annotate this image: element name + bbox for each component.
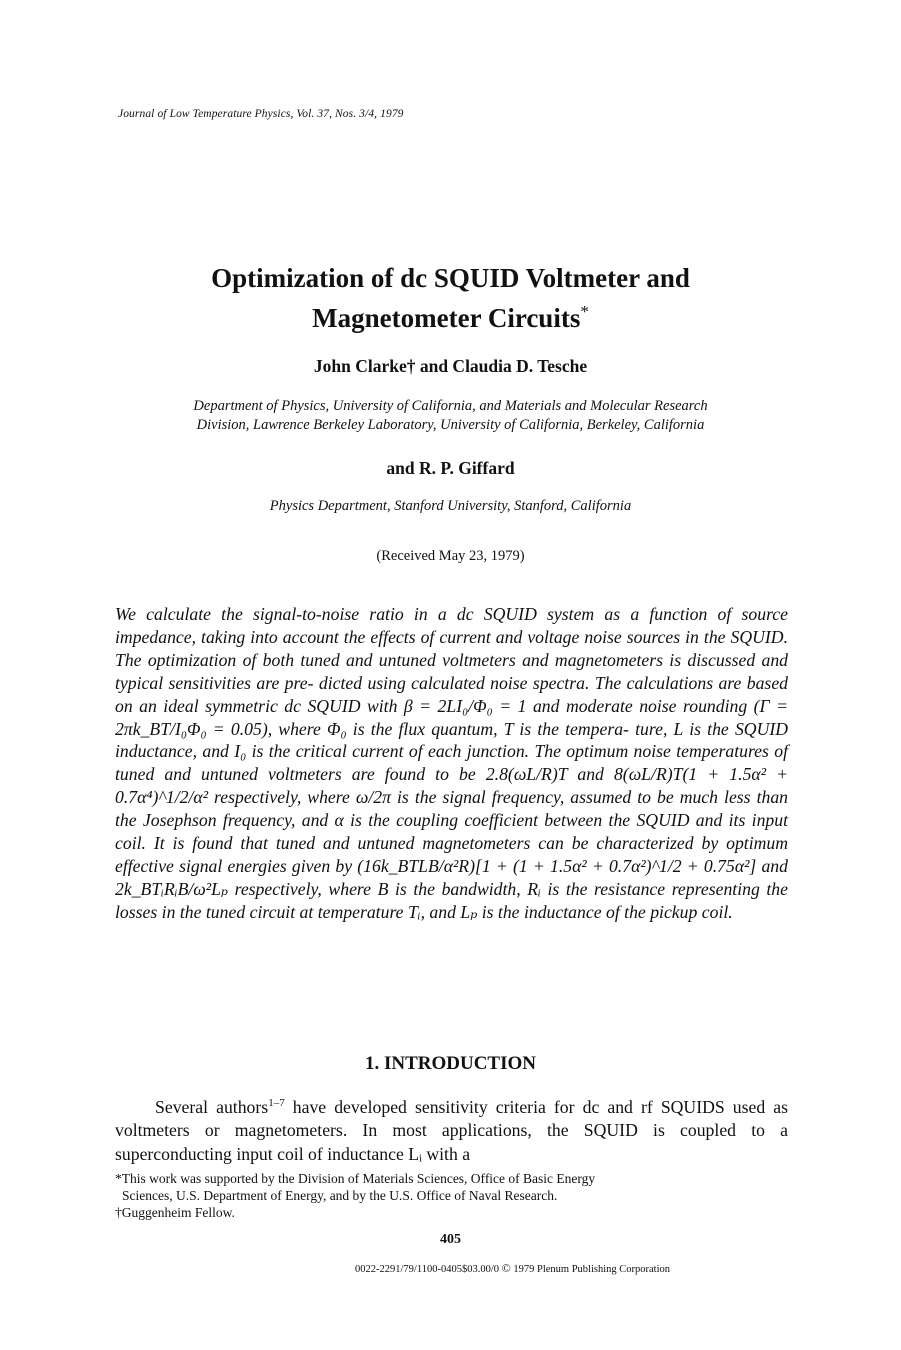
abstract-line: (16k_BTLB/α²R)[1 + (1 + 1.5α² + 0.7α²)^1/2 + 0.75α²] and 2k_BTᵢRᵢB/ω²Lₚ: [115, 855, 788, 899]
abstract-line: frequency, and α is the coupling coefficient between the SQUID and its: [222, 810, 746, 831]
abstract-line: noise sources in the SQUID. The optimization of both tuned and untuned: [115, 626, 789, 670]
copyright-symbol: ©: [501, 1261, 511, 1275]
intro-text-start: Several authors: [155, 1096, 269, 1117]
abstract-line: voltmeters and magnetometers is discussed and typical sensitivities are pre-: [115, 649, 789, 693]
affiliation-secondary: Physics Department, Stanford University, Stanford, California: [269, 498, 632, 514]
affiliation-primary-line-2: Division, Lawrence Berkeley Laboratory, University of California, Berkeley, California: [196, 417, 705, 433]
abstract-line: ture, L is the SQUID inductance, and I₀ is the critical current of each junction.: [115, 718, 789, 762]
title-line-2-text: Magnetometer Circuits: [312, 303, 581, 333]
copyright-text: 1979 Plenum Publishing Corporation: [513, 1264, 670, 1275]
authors-primary: John Clarke† and Claudia D. Tesche: [313, 356, 588, 376]
abstract-line: characterized by optimum effective signal energies given by: [115, 833, 789, 876]
affiliation-primary: [100, 397, 801, 435]
section-heading-introduction: 1. INTRODUCTION: [364, 1053, 537, 1074]
title-line-1: Optimization of dc SQUID Voltmeter and: [211, 263, 690, 293]
abstract: [115, 603, 788, 924]
abstract-line: be 2.8(ωL/R)T and 8(ωL/R)T(1 + 1.5α² + 0.7α⁴)^1/2/α² respectively, where: [115, 764, 789, 808]
authors-secondary: and R. P. Giffard: [386, 458, 515, 478]
introduction-paragraph: [115, 1092, 788, 1166]
abstract-line: dicted using calculated noise spectra. The calculations are based on an ideal: [115, 672, 789, 716]
footnotes: [115, 1170, 790, 1221]
abstract-line: input coil. It is found that tuned and untuned magnetometers can be: [115, 810, 789, 854]
title-footnote-marker: *: [580, 302, 589, 321]
page-number: 405: [440, 1232, 461, 1247]
abstract-line: of source impedance, taking into account the effects of current and voltage: [115, 604, 789, 647]
abstract-line: We calculate the signal-to-noise ratio in a dc SQUID system as a function: [115, 604, 708, 624]
abstract-line: (Γ = 2πk_BT/I₀Φ₀ = 0.05), where Φ₀ is the flux quantum, T is the tempera-: [115, 695, 789, 739]
abstract-line: symmetric dc SQUID with β = 2LI₀/Φ₀ = 1 and moderate noise rounding: [205, 695, 748, 716]
abstract-line: ω/2π is the signal frequency, assumed to be much less than the Josephson: [115, 787, 789, 831]
abstract-line: losses in the tuned circuit at temperature Tᵢ, and Lₚ is the inductance of the: [115, 901, 646, 922]
publication-code: 0022-2291/79/1100-0405$03.00/0: [355, 1264, 499, 1275]
abstract-line: respectively, where B is the bandwidth, Rᵢ is the resistance representing the: [234, 878, 788, 899]
footnote-funding-line-1: *This work was supported by the Division of Materials Sciences, Office of Basic Energy: [115, 1171, 596, 1186]
citation-superscript: 1–7: [268, 1097, 285, 1109]
footnote-funding-line-2: Sciences, U.S. Department of Energy, and by the U.S. Office of Naval Research.: [122, 1188, 558, 1203]
title-line-2: [60, 295, 841, 335]
journal-citation: Journal of Low Temperature Physics, Vol. 37, Nos. 3/4, 1979: [118, 108, 404, 120]
abstract-line: pickup coil.: [650, 901, 733, 922]
abstract-line: The optimum noise temperatures of tuned and untuned voltmeters are found to: [115, 741, 789, 785]
article-title: [60, 262, 841, 335]
intro-text-rest: have developed sensitivity criteria for dc and rf SQUIDS used as voltmeters or magnetometers. In most applications, the SQUID is coupled to a superconducting input coil of inductance Lᵢ with a: [115, 1096, 789, 1164]
affiliation-primary-line-1: Department of Physics, University of California, and Materials and Molecular Research: [193, 398, 708, 414]
copyright-line: [355, 1261, 670, 1276]
received-date: (Received May 23, 1979): [376, 548, 525, 564]
footnote-fellowship: †Guggenheim Fellow.: [115, 1205, 235, 1220]
